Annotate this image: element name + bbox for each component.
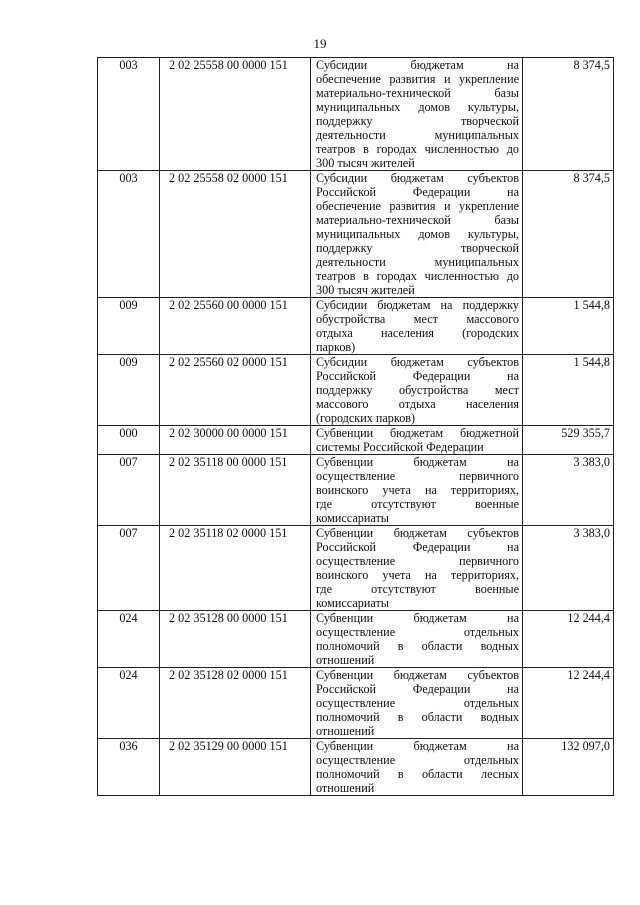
- amount: 12 244,4: [523, 611, 614, 668]
- description-line: системы Российской Федерации: [316, 440, 484, 454]
- description-line: комиссариаты: [316, 596, 389, 610]
- administrator-code: 000: [98, 426, 160, 455]
- description-line: Субвенции бюджетам на: [316, 455, 519, 469]
- description-line: осуществление отдельных: [316, 696, 519, 710]
- description-line: деятельности муниципальных: [316, 128, 519, 142]
- description-line: где отсутствуют военные: [316, 582, 519, 596]
- amount: 529 355,7: [523, 426, 614, 455]
- description-line: Российской Федерации на: [316, 682, 519, 696]
- description-line: Субсидии бюджетам на поддержку: [316, 298, 519, 312]
- table-row: [98, 455, 614, 526]
- description-line: где отсутствуют военные: [316, 497, 519, 511]
- description-line: полномочий в области лесных: [316, 767, 519, 781]
- revenue-description: [311, 58, 523, 171]
- budget-classification-code: 2 02 35118 00 0000 151: [160, 455, 311, 526]
- description-line: обеспечение развития и укрепление: [316, 199, 519, 213]
- description-line: обеспечение развития и укрепление: [316, 72, 519, 86]
- description-line: воинского учета на территориях,: [316, 483, 519, 497]
- table-row: [98, 58, 614, 171]
- description-line: воинского учета на территориях,: [316, 568, 519, 582]
- revenue-description: [311, 455, 523, 526]
- amount: 3 383,0: [523, 526, 614, 611]
- description-line: Российской Федерации на: [316, 540, 519, 554]
- table-row: [98, 739, 614, 796]
- description-line: Российской Федерации на: [316, 369, 519, 383]
- revenue-description: [311, 668, 523, 739]
- table-row: [98, 355, 614, 426]
- description-line: осуществление отдельных: [316, 625, 519, 639]
- administrator-code: 003: [98, 58, 160, 171]
- description-line: поддержку обустройства мест: [316, 383, 519, 397]
- table-row: [98, 171, 614, 298]
- description-line: полномочий в области водных: [316, 710, 519, 724]
- description-line: деятельности муниципальных: [316, 255, 519, 269]
- budget-classification-code: 2 02 25558 00 0000 151: [160, 58, 311, 171]
- table-body: [98, 58, 614, 796]
- revenue-description: [311, 739, 523, 796]
- revenue-description: [311, 611, 523, 668]
- administrator-code: 009: [98, 298, 160, 355]
- description-line: полномочий в области водных: [316, 639, 519, 653]
- description-line: Субсидии бюджетам субъектов: [316, 171, 519, 185]
- administrator-code: 024: [98, 611, 160, 668]
- description-line: поддержку творческой: [316, 241, 519, 255]
- description-line: отдыха населения (городских: [316, 326, 519, 340]
- description-line: 300 тысяч жителей: [316, 283, 415, 297]
- administrator-code: 036: [98, 739, 160, 796]
- description-line: осуществление первичного: [316, 554, 519, 568]
- amount: 3 383,0: [523, 455, 614, 526]
- budget-classification-code: 2 02 25558 02 0000 151: [160, 171, 311, 298]
- administrator-code: 009: [98, 355, 160, 426]
- revenue-description: [311, 526, 523, 611]
- description-line: поддержку творческой: [316, 114, 519, 128]
- budget-revenue-table: [97, 57, 614, 796]
- description-line: отношений: [316, 653, 375, 667]
- table-row: [98, 668, 614, 739]
- amount: 1 544,8: [523, 298, 614, 355]
- description-line: (городских парков): [316, 411, 416, 425]
- description-line: осуществление отдельных: [316, 753, 519, 767]
- description-line: массового отдыха населения: [316, 397, 519, 411]
- administrator-code: 024: [98, 668, 160, 739]
- description-line: театров в городах численностью до: [316, 269, 519, 283]
- table-row: [98, 526, 614, 611]
- description-line: осуществление первичного: [316, 469, 519, 483]
- budget-classification-code: 2 02 25560 02 0000 151: [160, 355, 311, 426]
- description-line: отношений: [316, 724, 375, 738]
- description-line: 300 тысяч жителей: [316, 156, 415, 170]
- description-line: комиссариаты: [316, 511, 389, 525]
- amount: 8 374,5: [523, 58, 614, 171]
- table-row: [98, 298, 614, 355]
- revenue-description: [311, 171, 523, 298]
- description-line: муниципальных домов культуры,: [316, 227, 519, 241]
- budget-classification-code: 2 02 25560 00 0000 151: [160, 298, 311, 355]
- amount: 1 544,8: [523, 355, 614, 426]
- description-line: отношений: [316, 781, 375, 795]
- description-line: материально-технической базы: [316, 213, 519, 227]
- description-line: материально-технической базы: [316, 86, 519, 100]
- description-line: муниципальных домов культуры,: [316, 100, 519, 114]
- revenue-description: [311, 298, 523, 355]
- revenue-description: [311, 426, 523, 455]
- description-line: Субвенции бюджетам субъектов: [316, 526, 519, 540]
- amount: 132 097,0: [523, 739, 614, 796]
- budget-classification-code: 2 02 35118 02 0000 151: [160, 526, 311, 611]
- table-row: [98, 611, 614, 668]
- amount: 8 374,5: [523, 171, 614, 298]
- budget-classification-code: 2 02 35129 00 0000 151: [160, 739, 311, 796]
- description-line: Субсидии бюджетам субъектов: [316, 355, 519, 369]
- description-line: Субвенции бюджетам на: [316, 739, 519, 753]
- description-line: парков): [316, 340, 356, 354]
- description-line: театров в городах численностью до: [316, 142, 519, 156]
- description-line: Субсидии бюджетам на: [316, 58, 519, 72]
- table-row: [98, 426, 614, 455]
- budget-classification-code: 2 02 35128 02 0000 151: [160, 668, 311, 739]
- administrator-code: 003: [98, 171, 160, 298]
- budget-classification-code: 2 02 30000 00 0000 151: [160, 426, 311, 455]
- amount: 12 244,4: [523, 668, 614, 739]
- revenue-description: [311, 355, 523, 426]
- administrator-code: 007: [98, 455, 160, 526]
- administrator-code: 007: [98, 526, 160, 611]
- description-line: Субвенции бюджетам субъектов: [316, 668, 519, 682]
- description-line: Субвенции бюджетам на: [316, 611, 519, 625]
- page-number: 19: [313, 36, 327, 51]
- description-line: обустройства мест массового: [316, 312, 519, 326]
- description-line: Субвенции бюджетам бюджетной: [316, 426, 519, 440]
- budget-classification-code: 2 02 35128 00 0000 151: [160, 611, 311, 668]
- description-line: Российской Федерации на: [316, 185, 519, 199]
